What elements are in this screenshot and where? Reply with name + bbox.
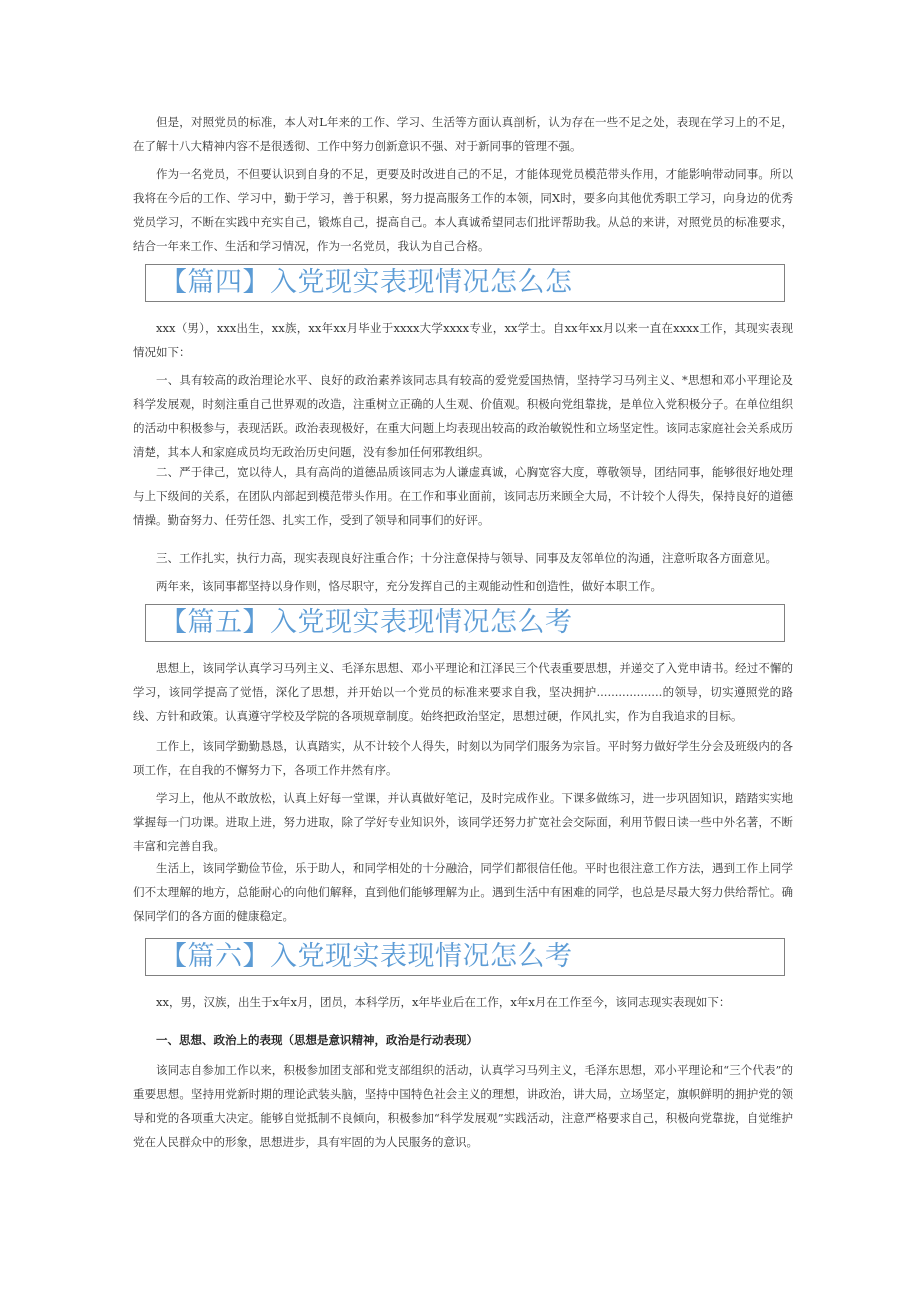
section-heading: 【篇五】入党现实表现情况怎么考	[160, 607, 573, 638]
section-heading-box	[145, 938, 785, 976]
paragraph: 学习上，他从不敢放松，认真上好每一堂课，并认真做好笔记，及时完成作业。下课多做练习，进一步巩固知识，踏踏实实地掌握每一门功课。进取上进，努力进取，除了学好专业知识外，该同学还努力扩宽社会交际面，利用节假日读一些中外名著，不断丰富和完善自我。	[133, 791, 793, 853]
section-heading: 【篇四】入党现实表现情况怎么怎	[160, 267, 573, 298]
paragraph: 但是，对照党员的标准，本人对L年来的工作、学习、生活等方面认真剖析，认为存在一些不足之处，表现在学习上的不足，在了解十八大精神内容不是很透彻、工作中努力创新意识不强、对于新同事的管理不强。	[133, 115, 793, 153]
paragraph: xxx（男），xxx出生，xx族，xx年xx月毕业于xxxx大学xxxx专业，xx学士。自xx年xx月以来一直在xxxx工作，其现实表现情况如下：	[133, 321, 793, 359]
paragraph: xx，男，汉族，出生于x年x月，团员，本科学历，x年毕业后在工作，x年x月在工作至今，该同志现实表现如下：	[156, 995, 731, 1009]
paragraph: 一、具有较高的政治理论水平、良好的政治素养该同志具有较高的爱党爱国热情，坚持学习马列主义、*思想和邓小平理论及科学发展观，时刻注重自己世界观的改造，注重树立正确的人生观、价值观。积极向党组靠拢，是单位入党积极分子。在单位组织的活动中积极参与，表现活跃。政治表现极好，在重大问题上均表现出较高的政治敏锐性和立场坚定性。该同志家庭社会关系成历清楚，其本人和家庭成员均无政治历史问题，没有参加任何邪教组织。	[133, 373, 793, 459]
paragraph: 二、严于律己，宽以待人，具有高尚的道德品质该同志为人谦虚真诚，心胸宽容大度，尊敬领导，团结同事，能够很好地处理与上下级间的关系，在团队内部起到模范带头作用。在工作和事业面前，该同志历来顾全大局，不计较个人得失，保持良好的道德情操。勤奋努力、任劳任怨、扎实工作，受到了领导和同事们的好评。	[133, 465, 793, 527]
section-heading-box	[145, 604, 785, 642]
paragraph: 三、工作扎实，执行力高，现实表现良好注重合作；十分注意保持与领导、同事及友邻单位的沟通，注意听取各方面意见。	[156, 551, 777, 565]
paragraph: 该同志自参加工作以来，积极参加团支部和党支部组织的活动，认真学习马列主义，毛泽东思想，邓小平理论和“三个代表”的重要思想。坚持用党新时期的理论武装头脑，坚持中国特色社会主义的理想，讲政治，讲大局，立场坚定，旗帜鲜明的拥护党的领导和党的各项重大决定。能够自觉抵制不良倾向，积极参加“科学发展观”实践活动，注意严格要求自己，积极向党靠拢，自觉维护党在人民群众中的形象，思想进步，具有牢固的为人民服务的意识。	[133, 1063, 793, 1149]
paragraph: 作为一名党员，不但要认识到自身的不足，更要及时改进自己的不足，才能体现党员模范带头作用，才能影响带动同事。所以我将在今后的工作、学习中，勤于学习，善于积累，努力提高服务工作的本领，同X时，要多向其他优秀职工学习，向身边的优秀党员学习，不断在实践中充实自己，锻炼自己，提高自己。本人真诚希望同志们批评帮助我。从总的来讲，对照党员的标准要求，结合一年来工作、生活和学习情况，作为一名党员，我认为自己合格。	[133, 167, 793, 253]
paragraph: 两年来，该同事都坚持以身作则，恪尽职守，充分发挥自己的主观能动性和创造性，做好本职工作。	[156, 579, 662, 593]
paragraph: 工作上，该同学勤勤恳恳，认真踏实，从不计较个人得失，时刻以为同学们服务为宗旨。平时努力做好学生分会及班级内的各项工作，在自我的不懈努力下，各项工作井然有序。	[133, 739, 793, 777]
subheading: 一、思想、政治上的表现（思想是意识精神，政治是行动表现）	[156, 1033, 478, 1047]
paragraph: 生活上，该同学勤俭节俭，乐于助人，和同学相处的十分融洽，同学们都很信任他。平时也很注意工作方法，遇到工作上同学们不太理解的地方，总能耐心的向他们解释，直到他们能够理解为止。遇到生活中有困难的同学，也总是尽最大努力供给帮忙。确保同学们的各方面的健康稳定。	[133, 861, 793, 923]
section-heading-box	[145, 264, 785, 302]
section-heading: 【篇六】入党现实表现情况怎么考	[160, 941, 573, 972]
paragraph: 思想上，该同学认真学习马列主义、毛泽东思想、邓小平理论和江泽民三个代表重要思想，并递交了入党申请书。经过不懈的学习，该同学提高了觉悟，深化了思想，并开始以一个党员的标准来要求自我，坚决拥护..................的领导，切实遵照党的路线、方针和政策。认真遵守学校及学院的各项规章制度。始终把政治坚定，思想过硬，作风扎实，作为自我追求的目标。	[133, 661, 793, 723]
